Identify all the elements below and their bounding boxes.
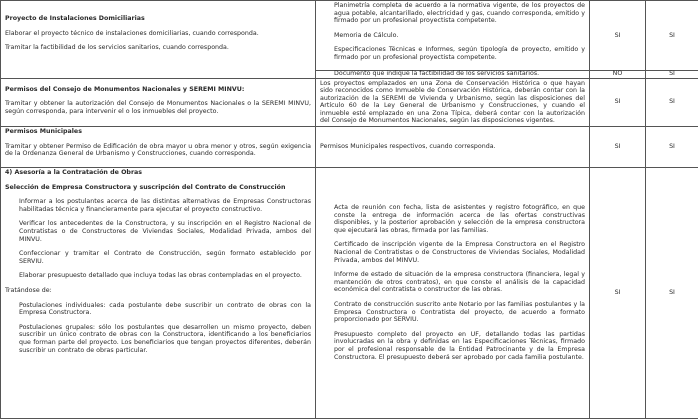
activity-cell bbox=[1, 127, 316, 168]
table-row bbox=[1, 78, 698, 127]
status-cell: SI bbox=[590, 127, 646, 168]
document-item: Especificaciones Técnicas e Informes, según tipología de proyecto, emitido y firmado por un profesional proyectista competente. bbox=[334, 46, 585, 61]
document-item: Informe de estado de situación de la empresa constructora (financiera, legal y mantención de otros contratos), en que conste el análisis de la capacidad económica del contratista o constructor de las obras. bbox=[334, 271, 585, 294]
activity-item: Elaborar presupuesto detallado que incluya todas las obras contempladas en el proyecto. bbox=[19, 272, 311, 280]
document-item: Memoria de Cálculo. bbox=[334, 32, 585, 40]
status-cell: SI bbox=[646, 127, 698, 168]
document-item: Certificado de inscripción vigente de la Empresa Constructora en el Registro Nacional de Contratistas o de Constructores de Viviendas Sociales, Modalidad Privada, ambos del MINVU. bbox=[334, 241, 585, 264]
bullet-dash bbox=[5, 220, 19, 243]
activity-cell bbox=[1, 78, 316, 127]
status-cell: SI bbox=[590, 1, 646, 71]
documents-cell: Permisos Municipales respectivos, cuando corresponda. bbox=[316, 127, 590, 168]
document-item: Presupuesto completo del proyecto en UF, detallando todas las partidas involucradas en la obra y definidas en las Especificaciones Técnicas, firmado por el profesional responsable de la Entidad Patrocinante y de la Empresa Constructora. El presupuesto deberá ser aprobado por cada familia postulante. bbox=[334, 331, 585, 361]
bullet-dash bbox=[5, 302, 19, 317]
bullet-dash bbox=[5, 250, 19, 265]
bullet-dash bbox=[320, 204, 334, 234]
bullet-dash bbox=[320, 46, 334, 61]
row-title: Proyecto de Instalaciones Domiciliarias bbox=[5, 15, 311, 23]
status-cell: NO bbox=[590, 71, 646, 79]
row-title: Permisos Municipales bbox=[5, 128, 311, 136]
document-item: Contrato de construcción suscrito ante Notario por las familias postulantes y la Empresa Constructora o Contratista del proyecto, de acuerdo a formato proporcionado por SERVIU. bbox=[334, 301, 585, 324]
activity-item: Postulaciones grupales: sólo los postulantes que desarrollen un mismo proyecto, deben suscribir un único contrato de obras con la Constructora, identificando a los beneficiarios que forman parte del proyecto. Los beneficiarios que tengan proyectos diferentes, deberán suscribir un contrato de obras particular. bbox=[19, 324, 311, 354]
bullet-dash bbox=[320, 71, 334, 78]
document-item: Planimetría completa de acuerdo a la normativa vigente, de los proyectos de agua potable, alcantarillado, electricidad y gas, cuando corresponda, emitido y firmado por un profesional proyectista competente. bbox=[334, 2, 585, 25]
bullet-dash bbox=[320, 2, 334, 25]
activity-cell bbox=[1, 168, 316, 419]
activity-text: Elaborar el proyecto técnico de instalaciones domiciliarias, cuando corresponda. bbox=[5, 30, 311, 38]
bullet-dash bbox=[320, 271, 334, 294]
status-cell: SI bbox=[590, 168, 646, 419]
activity-item: Confeccionar y tramitar el Contrato de Construcción, según formato establecido por SERVIU. bbox=[19, 250, 311, 265]
bullet-dash bbox=[5, 324, 19, 354]
activity-item: Postulaciones individuales: cada postulante debe suscribir un contrato de obras con la Empresa Constructora. bbox=[19, 302, 311, 317]
document-item: Acta de reunión con fecha, lista de asistentes y registro fotográfico, en que conste la entrega de información acerca de las ofertas constructivas disponibles, y la posterior aprobación y selección de la empresa constructora que ejecutará las obras, firmada por las familias. bbox=[334, 204, 585, 234]
bullet-dash bbox=[5, 272, 19, 280]
status-cell: SI bbox=[646, 168, 698, 419]
document-item: Documento que indique la factibilidad de los servicios sanitarios. bbox=[334, 71, 585, 78]
activity-text: Tratándose de: bbox=[5, 287, 311, 295]
activity-item: Informar a los postulantes acerca de las distintas alternativas de Empresas Constructoras habilitadas técnica y financieramente para ejecutar el proyecto constructivo. bbox=[19, 198, 311, 213]
documents-cell: Los proyectos emplazados en una Zona de Conservación Histórica o que hayan sido reconocidos como Inmueble de Conservación Histórica, deberán contar con la autorización de la SEREMI de Vivienda y Urbanismo, según las disposiciones del Artículo 60 de la Ley General de Urbanismo y Construcciones, y cuando el inmueble esté emplazado en una Zona Típica, deberá contar con la autorización del Consejo de Monumentos Nacionales, según las disposiciones vigentes. bbox=[316, 78, 590, 127]
bullet-dash bbox=[320, 331, 334, 361]
documents-cell bbox=[316, 1, 590, 71]
row-title: Permisos del Consejo de Monumentos Nacionales y SEREMI MINVU: bbox=[5, 86, 311, 94]
status-cell: SI bbox=[590, 78, 646, 127]
bullet-dash bbox=[320, 241, 334, 264]
section-heading: 4) Asesoría a la Contratación de Obras bbox=[5, 169, 311, 177]
bullet-dash bbox=[320, 301, 334, 324]
bullet-dash bbox=[320, 32, 334, 40]
status-cell: SI bbox=[646, 71, 698, 79]
activity-text: Tramitar la factibilidad de los servicios sanitarios, cuando corresponda. bbox=[5, 44, 311, 52]
table-row bbox=[1, 168, 698, 419]
activity-text: Tramitar y obtener la autorización del Consejo de Monumentos Nacionales o la SEREMI MINVU, según corresponda, para intervenir el o los inmuebles del proyecto. bbox=[5, 100, 311, 115]
status-cell: SI bbox=[646, 78, 698, 127]
table-row bbox=[1, 127, 698, 168]
activity-item: Verificar los antecedentes de la Constructora, y su inscripción en el Registro Nacional de Contratistas o de Constructores de Viviendas Sociales, Modalidad Privada, ambos del MINVU. bbox=[19, 220, 311, 243]
bullet-dash bbox=[5, 198, 19, 213]
activity-cell bbox=[1, 1, 316, 79]
row-title: Selección de Empresa Constructora y suscripción del Contrato de Construcción bbox=[5, 184, 311, 192]
status-cell: SI bbox=[646, 1, 698, 71]
documents-cell bbox=[316, 168, 590, 419]
table-row bbox=[1, 1, 698, 71]
documents-cell bbox=[316, 71, 590, 79]
activity-text: Tramitar y obtener Permiso de Edificación de obra mayor u obra menor y otros, según exigencia de la Ordenanza General de Urbanismo y Construcciones, cuando corresponda. bbox=[5, 143, 311, 158]
